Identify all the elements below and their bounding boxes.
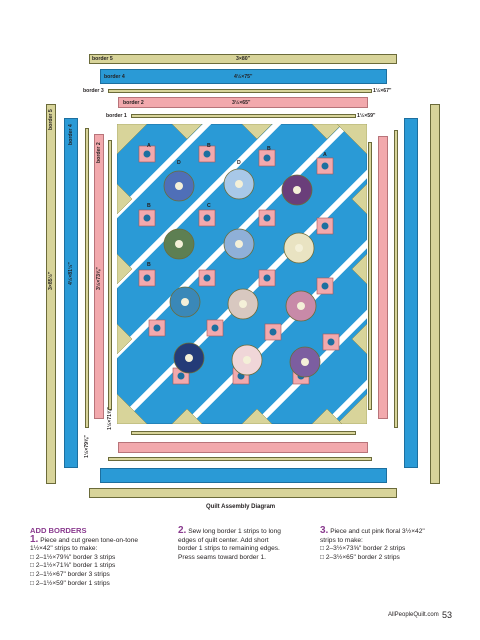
top-border4-size: 4½×75" — [234, 74, 253, 80]
step2-number: 2. — [178, 525, 187, 536]
left-border5-label: border 5 — [48, 109, 54, 130]
top-border3-strip — [108, 89, 372, 93]
section-heading: ADD BORDERS — [30, 526, 87, 535]
block-letter-a2: A — [323, 152, 327, 158]
step1-line-4: □ 2–1½×67" border 3 strips — [30, 570, 110, 578]
bottom-border2-strip — [118, 442, 368, 453]
top-border2-label: border 2 — [123, 100, 144, 106]
left-border2-size: 3½×73⅝" — [96, 267, 102, 290]
top-border5-size: 3×80" — [236, 56, 251, 62]
footer-site: AllPeopleQuilt.com — [388, 612, 439, 618]
top-border1-label: border 1 — [106, 113, 127, 119]
step2-line-1: edges of quilt center. Add short — [178, 536, 269, 544]
block-letter-b2: B — [267, 146, 271, 152]
bottom-border5-strip — [89, 488, 397, 498]
block-letter-d1: D — [177, 160, 181, 166]
step1-column — [30, 527, 170, 588]
left-border1-strip — [108, 140, 112, 410]
step2-line-0: Sew long border 1 strips to long — [188, 528, 281, 535]
top-border3-label: border 3 — [83, 88, 104, 94]
top-border3-size: 1½×67" — [373, 88, 392, 94]
step1-number: 1. — [30, 533, 39, 545]
step3-number: 3. — [320, 525, 329, 536]
step3-column — [320, 527, 460, 562]
left-border4-strip — [64, 118, 78, 468]
step1-line-1: 1½×42" strips to make: — [30, 545, 98, 553]
left-border5-strip — [46, 104, 56, 484]
step3-line-2: □ 2–3½×73⅝" border 2 strips — [320, 545, 406, 553]
step1-line-0: Piece and cut green tone-on-tone — [40, 536, 139, 544]
top-border2-size: 3½×65" — [232, 100, 251, 106]
diagram-caption: Quilt Assembly Diagram — [206, 504, 276, 510]
right-border3-strip — [394, 130, 398, 428]
block-letter-b3: B — [147, 203, 151, 209]
left-border4-label: border 4 — [68, 124, 74, 145]
block-letter-d2: D — [237, 160, 241, 166]
top-border4-label: border 4 — [104, 74, 125, 80]
block-letter-a1: A — [147, 143, 151, 149]
bottom-border3-strip — [108, 457, 372, 461]
top-border5-label: border 5 — [92, 56, 113, 62]
page-number: 53 — [442, 610, 453, 620]
step1-line-3: □ 2–1½×71⅝" border 1 strips — [30, 562, 116, 570]
step2-line-3: Press seams toward border 1. — [178, 553, 266, 561]
block-letter-b1: B — [207, 143, 211, 149]
right-border4-strip — [404, 118, 418, 468]
bottom-border1-strip — [131, 431, 356, 435]
step2-line-2: border 1 strips to remaining edges. — [178, 545, 280, 553]
left-border5-size: 3×85½" — [48, 271, 54, 290]
top-border1-strip — [131, 114, 356, 118]
left-border4-size: 4½×81½" — [68, 262, 74, 285]
left-border1-size: 1½×71⅝" — [107, 407, 113, 430]
step3-line-1: strips to make: — [320, 536, 363, 544]
left-border3-size: 1½×79⅝" — [84, 435, 90, 458]
step3-line-0: Piece and cut pink floral 3½×42" — [330, 528, 425, 535]
quilt-center — [117, 124, 367, 424]
block-letter-c: C — [207, 203, 211, 209]
step1-line-2: □ 2–1½×79⅝" border 3 strips — [30, 553, 116, 561]
right-border2-strip — [378, 136, 388, 419]
bottom-border4-strip — [100, 468, 387, 483]
left-border3-strip — [85, 128, 89, 428]
left-border2-label: border 2 — [96, 142, 102, 163]
right-border5-strip — [430, 104, 440, 484]
block-letter-b4: B — [147, 262, 151, 268]
step2-column — [178, 527, 318, 562]
step3-line-3: □ 2–3½×65" border 2 strips — [320, 553, 400, 561]
step1-line-5: □ 2–1½×59" border 1 strips — [30, 579, 110, 587]
top-border1-size: 1½×59" — [357, 113, 376, 119]
right-border1-strip — [368, 142, 372, 410]
